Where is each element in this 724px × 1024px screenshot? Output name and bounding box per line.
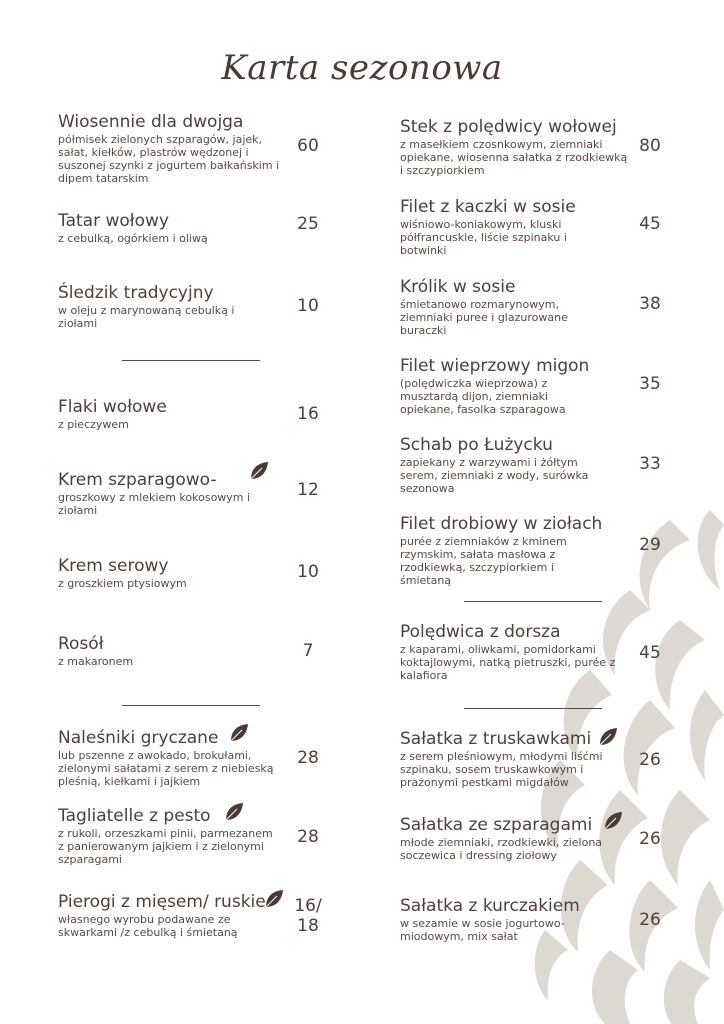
dish-price: 12 bbox=[297, 480, 319, 500]
dish-name: Filet drobiowy w ziołach bbox=[400, 514, 603, 534]
divider bbox=[122, 360, 260, 361]
menu-item bbox=[400, 277, 605, 337]
dish-name: Śledzik tradycyjny bbox=[58, 283, 214, 303]
menu-item bbox=[400, 896, 595, 943]
dish-name: Tatar wołowy bbox=[58, 211, 169, 231]
dish-description: z masełkiem czosnkowym, ziemniaki opiekane, wiosenna sałatka z rzodkiewką i szczypiorkiem bbox=[400, 138, 628, 177]
dish-name: Wiosennie dla dwojga bbox=[58, 112, 244, 132]
menu-item bbox=[58, 556, 290, 590]
vegetarian-leaf-icon bbox=[597, 726, 619, 748]
dish-name: Tagliatelle z pesto bbox=[58, 806, 211, 826]
dish-price: 80 bbox=[639, 136, 661, 156]
divider bbox=[122, 705, 260, 706]
dish-description: półmisek zielonych szparagów, jajek, sałat, kiełków, plastrów wędzonej i suszonej szynki z jogurtem bałkańskim i dipem tatarskim bbox=[58, 133, 280, 185]
menu-item bbox=[400, 729, 605, 789]
dish-name: Stek z polędwicy wołowej bbox=[400, 117, 617, 137]
dish-price: 10 bbox=[297, 562, 319, 582]
menu-item bbox=[58, 634, 290, 668]
dish-price: 45 bbox=[639, 643, 661, 663]
dish-price: 10 bbox=[297, 296, 319, 316]
dish-price: 7 bbox=[302, 641, 314, 661]
dish-price: 26 bbox=[639, 829, 661, 849]
dish-description: własnego wyrobu podawane ze skwarkami /z cebulką i śmietaną bbox=[58, 913, 238, 939]
dish-description: zapiekany z warzywami i żółtym serem, ziemniaki z wody, surówka sezonowa bbox=[400, 456, 589, 495]
menu-item bbox=[400, 622, 618, 682]
dish-description: z makaronem bbox=[58, 655, 134, 668]
dish-description: z cebulką, ogórkiem i oliwą bbox=[58, 232, 208, 245]
menu-item bbox=[58, 397, 290, 431]
menu-item bbox=[58, 283, 258, 330]
dish-description: lub pszenne z awokado, brokułami, zielonymi sałatami z serem z niebieską pleśnią, kiełkami i jajkiem bbox=[58, 749, 274, 788]
dish-price: 16 bbox=[297, 404, 319, 424]
menu-item bbox=[58, 211, 290, 245]
menu-item bbox=[400, 815, 625, 862]
menu-item bbox=[58, 112, 290, 185]
dish-price: 26 bbox=[639, 910, 661, 930]
menu-item bbox=[400, 514, 603, 587]
menu-item bbox=[400, 197, 600, 257]
dish-description: purée z ziemniaków z kminem rzymskim, sałata masłowa z rzodkiewką, szczypiorkiem i śmietaną bbox=[400, 535, 567, 587]
dish-description: śmietanowo rozmarynowym, ziemniaki puree i glazurowane buraczki bbox=[400, 298, 568, 337]
dish-description: w oleju z marynowaną cebulką i ziołami bbox=[58, 304, 235, 330]
dish-price: 28 bbox=[297, 748, 319, 768]
dish-price: 25 bbox=[297, 214, 319, 234]
vegetarian-leaf-icon bbox=[248, 460, 270, 482]
dish-name: Schab po Łużycku bbox=[400, 435, 553, 455]
dish-price: 45 bbox=[639, 214, 661, 234]
vegetarian-leaf-icon bbox=[223, 801, 245, 823]
dish-price: 35 bbox=[639, 374, 661, 394]
dish-description: (polędwiczka wieprzowa) z musztardą dijon, ziemniaki opiekane, fasolka szparagowa bbox=[400, 377, 566, 416]
menu-item bbox=[400, 356, 600, 416]
dish-name: Filet wieprzowy migon bbox=[400, 356, 590, 376]
dish-name: Krem serowy bbox=[58, 556, 169, 576]
dish-name: Polędwica z dorsza bbox=[400, 622, 561, 642]
dish-price: 33 bbox=[639, 454, 661, 474]
dish-price: 38 bbox=[639, 294, 661, 314]
dish-description: groszkowy z mlekiem kokosowym i ziołami bbox=[58, 491, 251, 517]
dish-price: 29 bbox=[639, 535, 661, 555]
dish-name: Naleśniki gryczane bbox=[58, 728, 219, 748]
dish-name: Sałatka z truskawkami bbox=[400, 729, 592, 749]
dish-description: z serem pleśniowym, młodymi liśćmi szpinaku, sosem truskawkowym i prażonymi pestkami migdałów bbox=[400, 750, 603, 789]
dish-name: Pierogi z mięsem/ ruskie bbox=[58, 892, 266, 912]
vegetarian-leaf-icon bbox=[602, 810, 624, 832]
dish-description: z kaparami, oliwkami, pomidorkami koktajlowymi, natką pietruszki, purée z kalafiora bbox=[400, 643, 616, 682]
menu-item bbox=[400, 117, 628, 177]
dish-price: 26 bbox=[639, 750, 661, 770]
dish-description: wiśniowo-koniakowym, kluski półfrancuskie, liście szpinaku i botwinki bbox=[400, 218, 567, 257]
dish-price: 16/ 18 bbox=[294, 896, 322, 936]
dish-description: młode ziemniaki, rzodkiewki, zielona soczewica i dressing ziołowy bbox=[400, 836, 603, 862]
divider bbox=[464, 708, 602, 709]
page-title: Karta sezonowa bbox=[221, 48, 503, 88]
dish-name: Rosół bbox=[58, 634, 104, 654]
dish-description: w sezamie w sosie jogurtowo-miodowym, mix sałat bbox=[400, 917, 565, 943]
menu-item bbox=[58, 892, 288, 939]
menu-item bbox=[58, 470, 280, 517]
dish-description: z pieczywem bbox=[58, 418, 129, 431]
dish-name: Krem szparagowo- bbox=[58, 470, 217, 490]
dish-description: z rukoli, orzeszkami pinii, parmezanem z panierowanym jajkiem i z zielonymi szparagami bbox=[58, 827, 273, 866]
dish-name: Sałatka z kurczakiem bbox=[400, 896, 580, 916]
vegetarian-leaf-icon bbox=[228, 722, 250, 744]
dish-price: 28 bbox=[297, 827, 319, 847]
vegetarian-leaf-icon bbox=[263, 888, 285, 910]
dish-name: Królik w sosie bbox=[400, 277, 516, 297]
dish-description: z groszkiem ptysiowym bbox=[58, 577, 187, 590]
menu-item bbox=[400, 435, 600, 495]
dish-name: Filet z kaczki w sosie bbox=[400, 197, 576, 217]
dish-price: 60 bbox=[297, 136, 319, 156]
divider bbox=[464, 601, 602, 602]
dish-name: Flaki wołowe bbox=[58, 397, 167, 417]
dish-name: Sałatka ze szparagami bbox=[400, 815, 593, 835]
